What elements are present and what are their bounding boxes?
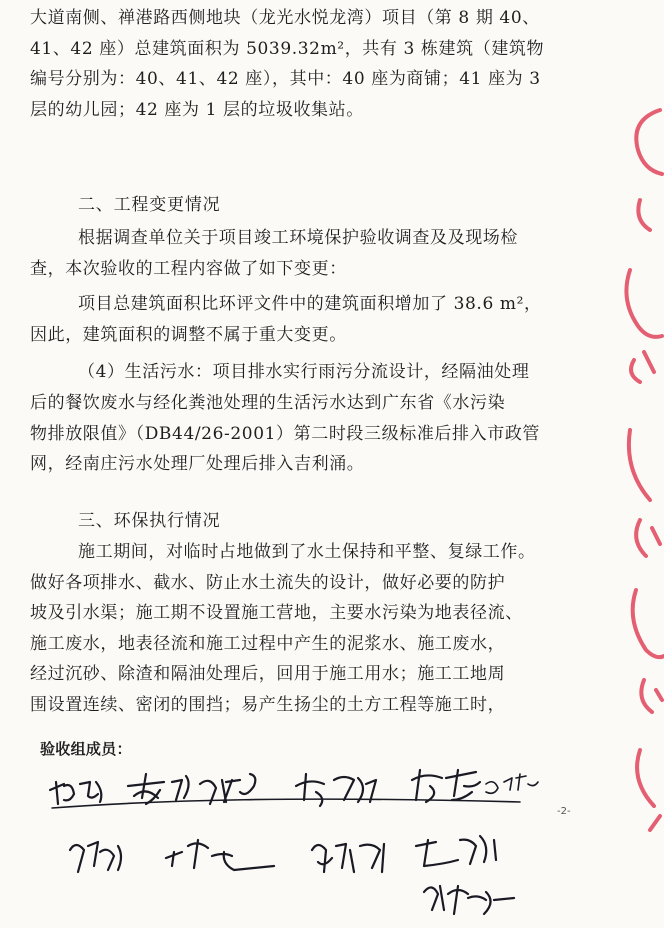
signature-underline [52,799,520,808]
text-line: 后的餐饮废水与经化粪池处理的生活污水达到广东省《水污染 [30,392,506,413]
signature-9 [312,844,384,872]
text-line: 施工期间，对临时占地做到了水土保持和平整、复绿工作。 [78,542,536,562]
page-number: -2- [557,806,571,817]
section-heading-changes: 二、工程变更情况 [78,195,221,215]
text-line: 因此，建筑面积的调整不属于重大变更。 [30,324,347,345]
signature-10 [416,836,496,866]
signature-11 [424,886,514,914]
text-line: 查，本次验收的工程内容做了如下变更： [30,258,347,279]
acceptance-members-label: 验收组成员： [40,740,132,758]
section-heading-enforcement: 三、环保执行情况 [78,511,221,531]
signature-1 [50,782,101,804]
text-line: 坡及引水渠；施工期不设置施工营地，主要水污染为地表径流、 [30,603,523,624]
text-line: 围设置连续、密闭的围挡；易产生扬尘的土方工程等施工时， [30,694,506,715]
text-line: 施工废水，地表径流和施工过程中产生的泥浆水、施工废水， [30,633,506,654]
changes-body [30,223,610,480]
signature-4 [296,774,376,806]
intro-paragraph [30,3,610,125]
signature-3 [200,774,255,804]
text-line: 做好各项排水、截水、防止水土流失的设计，做好必要的防护 [30,572,506,593]
text-line: 经过沉砂、除渣和隔油处理后，回用于施工用水；施工工地周 [30,664,506,685]
text-line: 层的幼儿园；42 座为 1 层的垃圾收集站。 [30,99,364,120]
signature-8 [166,840,274,870]
signature-7 [70,842,121,872]
text-line: 网，经南庄污水处理厂处理后排入吉利涌。 [30,454,365,475]
text-line: 物排放限值》（DB44/26-2001）第二时段三级标准后排入市政管 [30,423,541,444]
official-stamp-fragment [600,90,664,870]
signature-5 [412,770,480,802]
text-line: 根据调查单位关于项目竣工环境保护验收调查及及现场检 [78,228,518,248]
text-line: （4）生活污水：项目排水实行雨污分流设计，经隔油处理 [78,362,530,383]
text-line: 项目总建筑面积比环评文件中的建筑面积增加了 38.6 m²， [78,294,542,315]
signature-6 [486,774,538,793]
text-line: 大道南侧、禅港路西侧地块（龙光水悦龙湾）项目（第 8 期 40、 [30,8,540,28]
signature-2 [128,774,189,804]
enforcement-body [30,537,610,721]
text-line: 编号分别为：40、41、42 座），其中：40 座为商铺；41 座为 3 [30,69,541,90]
text-line: 41、42 座）总建筑面积为 5039.32m²，共有 3 栋建筑（建筑物 [30,38,545,59]
